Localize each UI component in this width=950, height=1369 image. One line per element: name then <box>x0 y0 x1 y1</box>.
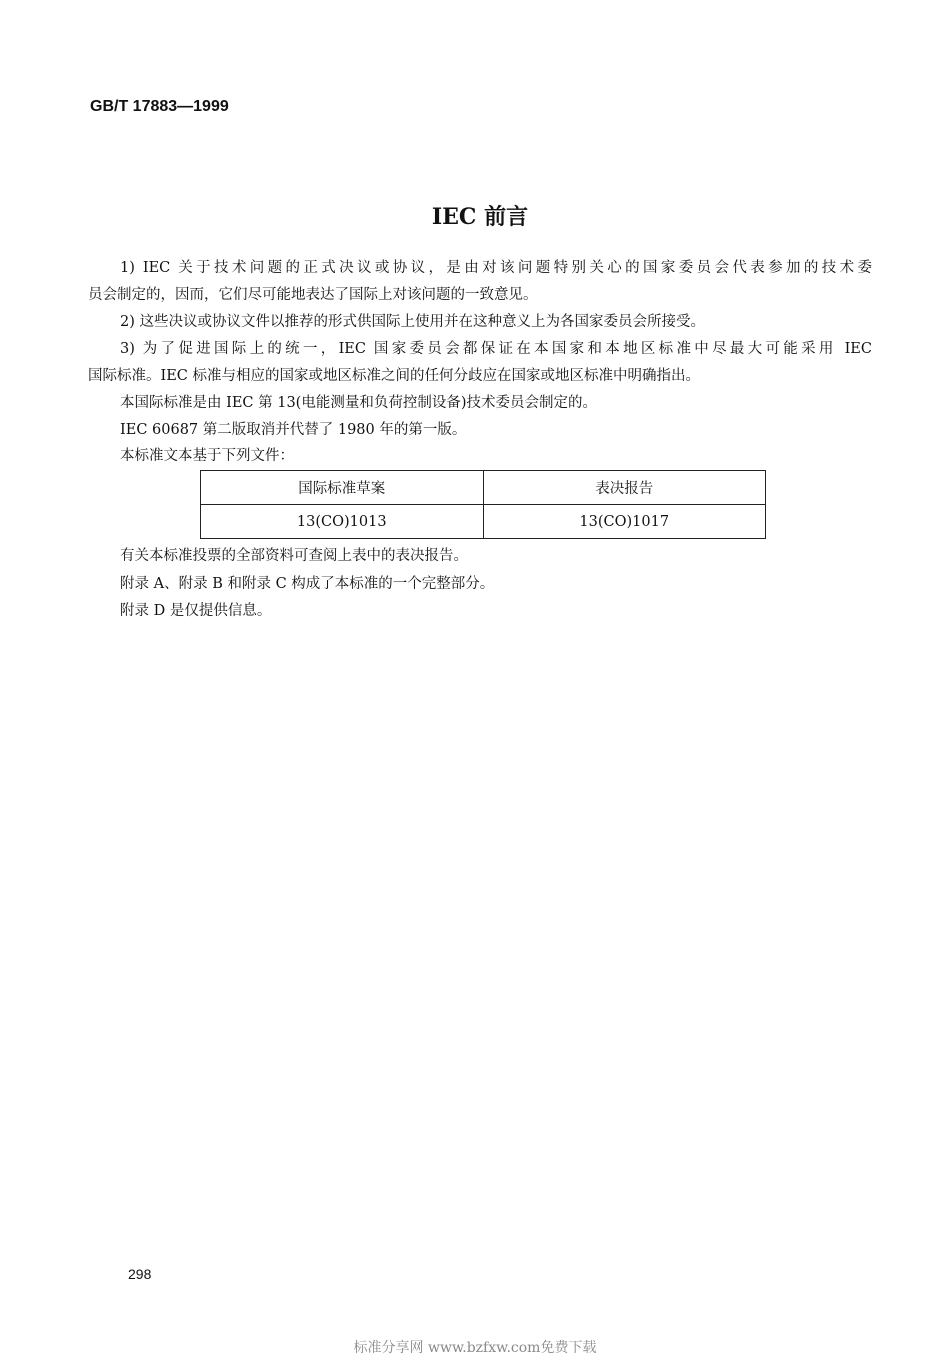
paragraph-3-line-2: 国际标准。IEC 标准与相应的国家或地区标准之间的任何分歧应在国家或地区标准中明确指出。 <box>88 368 701 384</box>
standard-number: GB/T 17883—1999 <box>90 98 229 115</box>
paragraph-7: 有关本标准投票的全部资料可查阅上表中的表决报告。 <box>120 548 468 564</box>
page-number: 298 <box>128 1266 152 1282</box>
paragraph-5: IEC 60687 第二版取消并代替了 1980 年的第一版。 <box>120 422 467 438</box>
table-cell: 13(CO)1017 <box>483 505 766 539</box>
paragraph-2: 2) 这些决议或协议文件以推荐的形式供国际上使用并在这种意义上为各国家委员会所接受。 <box>120 314 705 330</box>
paragraph-1-line-1: 1) IEC 关于技术问题的正式决议或协议，是由对该问题特别关心的国家委员会代表参加的技术委 <box>120 260 872 276</box>
table-row <box>201 505 766 539</box>
paragraph-8: 附录 A、附录 B 和附录 C 构成了本标准的一个完整部分。 <box>120 576 495 592</box>
documents-table <box>200 470 766 539</box>
paragraph-9: 附录 D 是仅提供信息。 <box>120 603 272 619</box>
paragraph-3-line-1: 3) 为了促进国际上的统一，IEC 国家委员会都保证在本国家和本地区标准中尽最大可能采用 IEC <box>120 341 872 357</box>
table-header-row <box>201 471 766 505</box>
paragraph-6: 本标准文本基于下列文件： <box>120 448 294 464</box>
page-title: IEC 前言 <box>431 204 529 230</box>
paragraph-1-line-2: 员会制定的，因而，它们尽可能地表达了国际上对该问题的一致意见。 <box>88 287 538 303</box>
table-header-cell: 国际标准草案 <box>201 471 484 505</box>
footer-watermark: 标准分享网 www.bzfxw.com免费下载 <box>353 1340 597 1356</box>
table-header-cell: 表决报告 <box>483 471 766 505</box>
paragraph-4: 本国际标准是由 IEC 第 13(电能测量和负荷控制设备)技术委员会制定的。 <box>120 395 597 411</box>
table-cell: 13(CO)1013 <box>201 505 484 539</box>
